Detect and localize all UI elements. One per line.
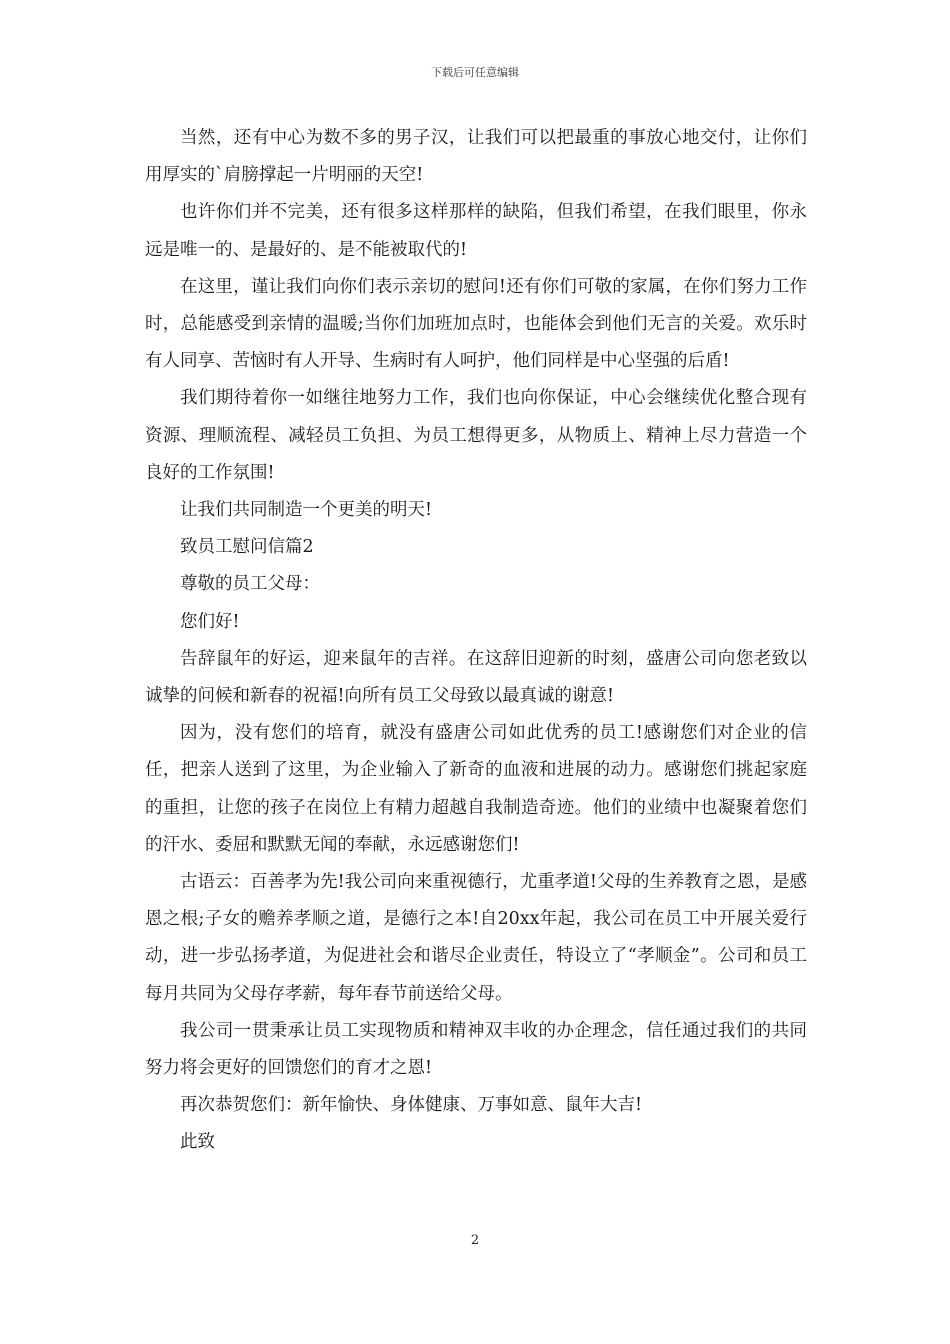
paragraph: 古语云：百善孝为先!我公司向来重视德行，尤重孝道!父母的生养教育之恩，是感恩之根;子女的赡养孝顺之道，是德行之本!自20xx年起，我公司在员工中开展关爱行动，进一步弘扬孝道，为促进社会和谐尽企业责任，特设立了“孝顺金”。公司和员工每月共同为父母存孝薪，每年春节前送给父母。	[145, 872, 807, 1004]
paragraph: 当然，还有中心为数不多的男子汉，让我们可以把最重的事放心地交付，让你们用厚实的`肩膀撑起一片明丽的天空!	[145, 128, 807, 186]
document-body	[145, 120, 807, 1162]
paragraph: 告辞鼠年的好运，迎来鼠年的吉祥。在这辞旧迎新的时刻，盛唐公司向您老致以诚挚的问候和新春的祝福!向所有员工父母致以最真诚的谢意!	[145, 648, 807, 707]
page-header: 下载后可任意编辑	[431, 66, 519, 79]
paragraph: 让我们共同制造一个更美的明天!	[180, 500, 433, 521]
paragraph: 再次恭贺您们：新年愉快、身体健康、万事如意、鼠年大吉!	[180, 1095, 643, 1116]
page-number: 2	[470, 1233, 480, 1248]
paragraph: 也许你们并不完美，还有很多这样那样的缺陷，但我们希望，在我们眼里，你永远是唯一的、是最好的、是不能被取代的!	[145, 202, 807, 260]
paragraph: 我公司一贯秉承让员工实现物质和精神双丰收的办企理念，信任通过我们的共同努力将会更好的回馈您们的育才之恩!	[145, 1020, 807, 1079]
greeting: 您们好!	[180, 611, 240, 632]
paragraph: 因为，没有您们的培育，就没有盛唐公司如此优秀的员工!感谢您们对企业的信任，把亲人送到了这里，为企业输入了新奇的血液和进展的动力。感谢您们挑起家庭的重担，让您的孩子在岗位上有精力超越自我制造奇迹。他们的业绩中也凝聚着您们的汗水、委屈和默默无闻的奉献，永远感谢您们!	[145, 723, 807, 855]
closing: 此致	[180, 1132, 215, 1153]
paragraph: 在这里，谨让我们向你们表示亲切的慰问!还有你们可敬的家属，在你们努力工作时，总能感受到亲情的温暖;当你们加班加点时，也能体会到他们无言的关爱。欢乐时有人同享、苦恼时有人开导、生病时有人呵护，他们同样是中心坚强的后盾!	[145, 276, 807, 372]
section-title: 致员工慰问信篇2	[180, 537, 314, 558]
paragraph: 我们期待着你一如继往地努力工作，我们也向你保证，中心会继续优化整合现有资源、理顺流程、减轻员工负担、为员工想得更多，从物质上、精神上尽力营造一个良好的工作氛围!	[145, 388, 807, 483]
salutation: 尊敬的员工父母：	[180, 574, 320, 595]
